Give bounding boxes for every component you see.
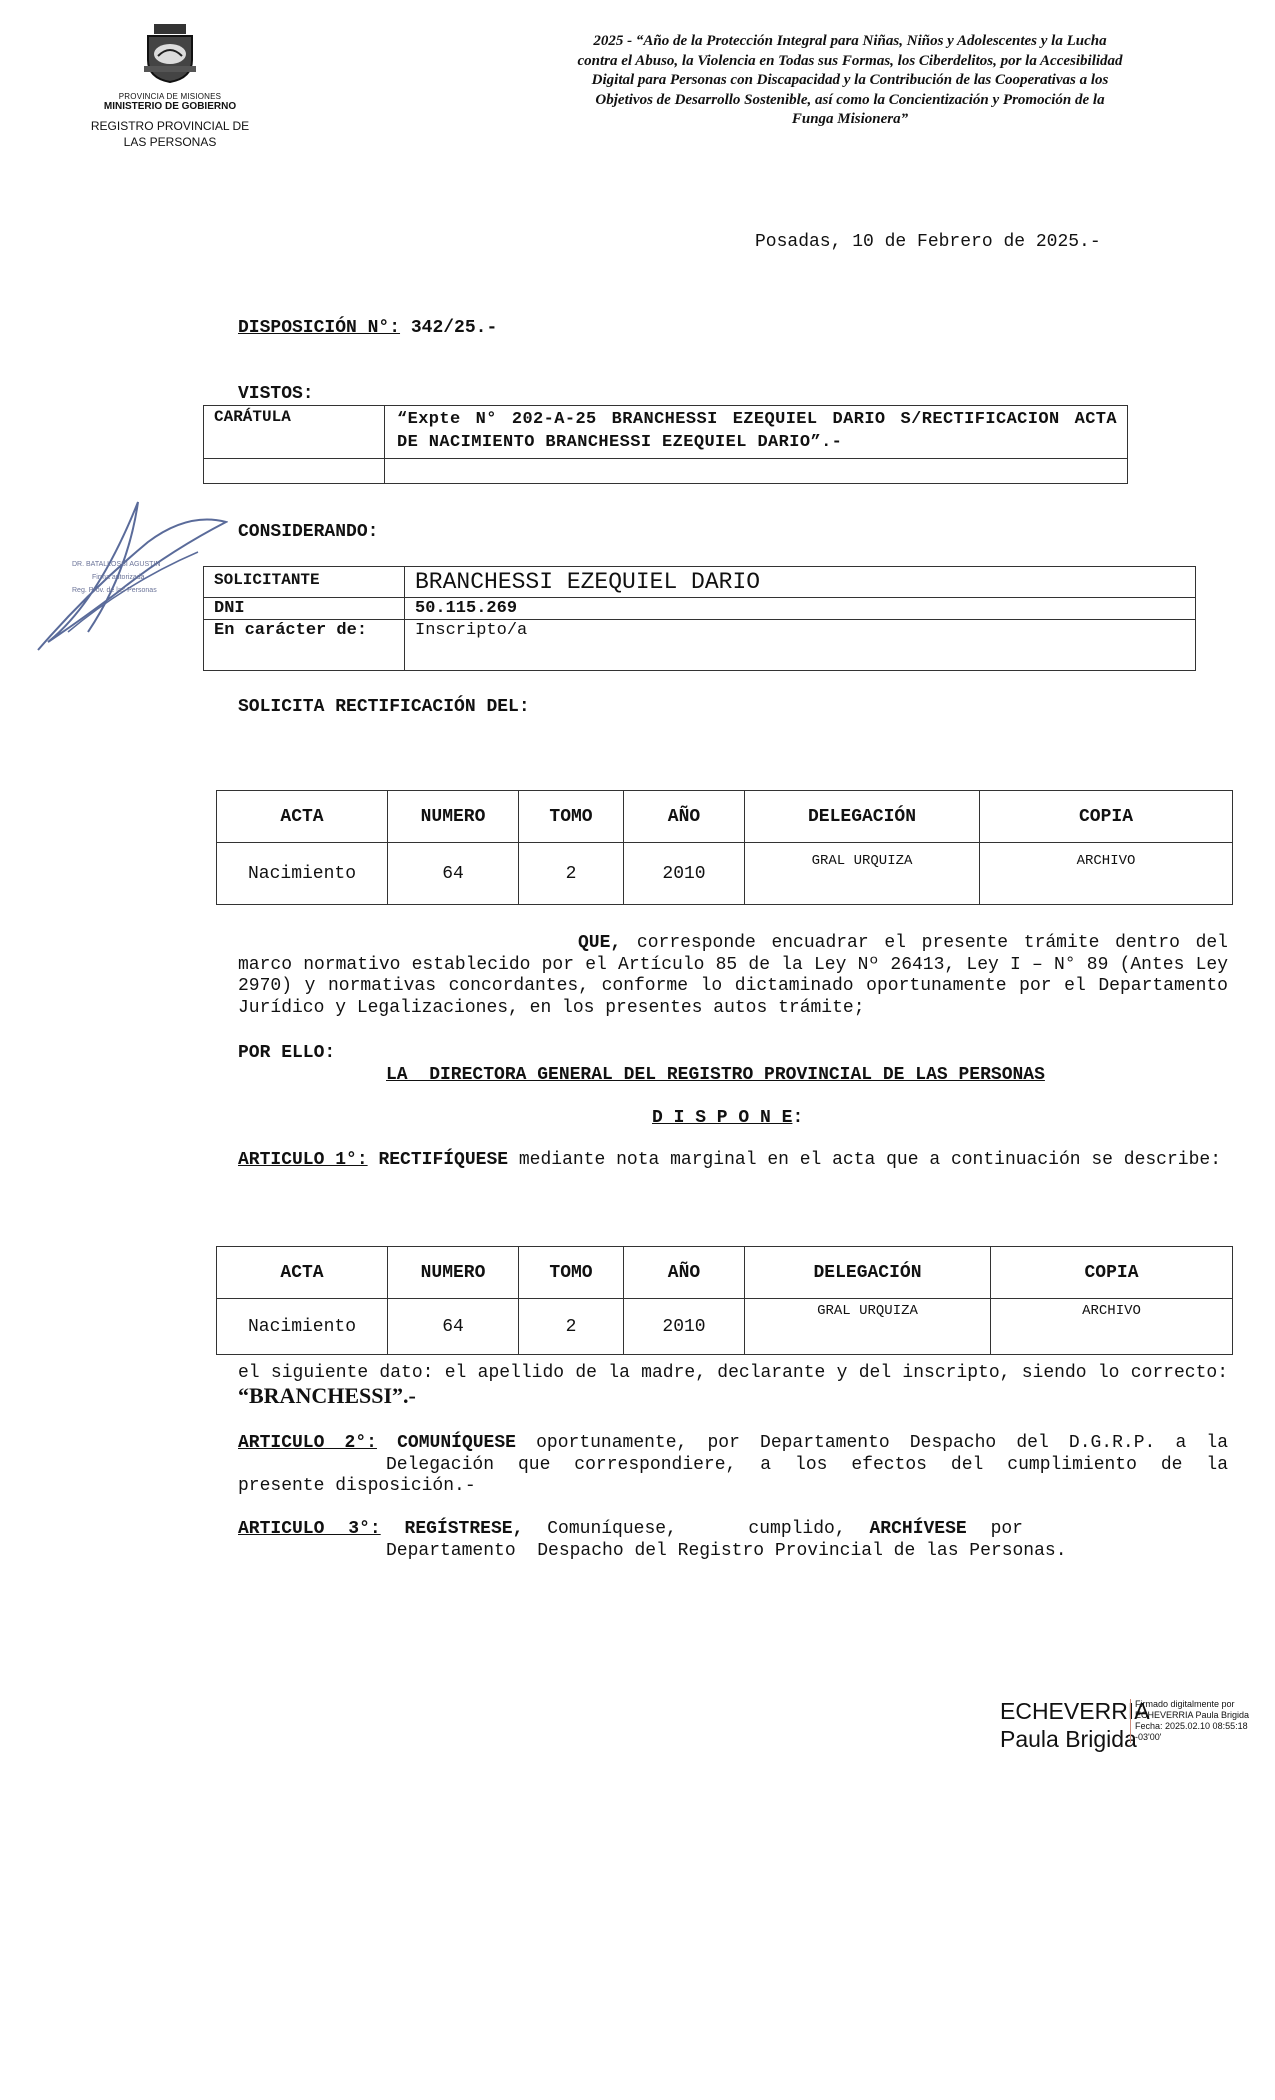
col-acta: ACTA <box>217 791 388 843</box>
articulo-2: ARTICULO 2°: COMUNÍQUESE oportunamente, por Departamento Despacho del D.G.R.P. a la Delegación que correspondiere, a los efectos del cumplimiento de la presente disposición.- <box>238 1433 1228 1496</box>
col-anio: AÑO <box>624 791 745 843</box>
articulo-1: ARTICULO 1°: RECTIFÍQUESE mediante nota marginal en el acta que a continuación se describe: <box>238 1150 1221 1170</box>
logo-ministry-text: MINISTERIO DE GOBIERNO <box>103 101 237 112</box>
table-row: Nacimiento 64 2 2010 GRAL URQUIZA ARCHIVO <box>217 843 1233 905</box>
dato-paragraph: el siguiente dato: el apellido de la madre, declarante y del inscripto, siendo lo correcto: “BRANCHESSI”.- <box>238 1363 1228 1408</box>
disposicion-number: DISPOSICIÓN N°: 342/25.- <box>238 318 498 338</box>
caracter-label: En carácter de: <box>204 620 405 671</box>
solicitante-label: SOLICITANTE <box>204 567 405 598</box>
year-slogan: 2025 - “Año de la Protección Integral para Niñas, Niños y Adolescentes y la Lucha contra el Abuso, la Violencia en Todas sus Formas, los Ciberdelitos, por la Accesibilidad Digital para Personas con Discapacidad y la Contribución de las Cooperativas a los Objetivos de Desarrollo Sostenible, así como la Concientización y Promoción de la Funga Misionera” <box>577 33 1123 127</box>
por-ello-heading: POR ELLO: <box>238 1043 336 1063</box>
dispone-heading: D I S P O N E: <box>652 1108 804 1128</box>
col-numero: NUMERO <box>388 791 519 843</box>
document-date: Posadas, 10 de Febrero de 2025.- <box>755 232 1101 252</box>
digital-signature-meta: Firmado digitalmente por ECHEVERRIA Paula Brigida Fecha: 2025.02.10 08:55:18 -03'00' <box>1130 1699 1249 1743</box>
vistos-heading: VISTOS: <box>238 384 314 404</box>
logo-province-text: PROVINCIA DE MISIONES <box>118 92 222 101</box>
directora-heading: LA DIRECTORA GENERAL DEL REGISTRO PROVINCIAL DE LAS PERSONAS <box>386 1065 1045 1085</box>
registry-name: REGISTRO PROVINCIAL DE LAS PERSONAS <box>90 119 250 149</box>
dni-label: DNI <box>204 598 405 620</box>
handwritten-signature <box>28 482 228 652</box>
caratula-table <box>203 405 1128 484</box>
caratula-text: “Expte N° 202-A-25 BRANCHESSI EZEQUIEL DARIO S/RECTIFICACION ACTA DE NACIMIENTO BRANCHESSI EZEQUIEL DARIO”.- <box>385 406 1128 459</box>
articulo-3: ARTICULO 3°: REGÍSTRESE, Comuníquese, cumplido, ARCHÍVESE por Departamento Despacho del Registro Provincial de las Personas. <box>238 1519 1067 1561</box>
solicitante-table <box>203 566 1196 671</box>
caratula-label: CARÁTULA <box>204 406 385 459</box>
que-paragraph: QUE, corresponde encuadrar el presente trámite dentro del marco normativo establecido por el Artículo 85 de la Ley Nº 26413, Ley I – N° 89 (Antes Ley 2970) y normativas concordantes, conforme lo dictaminado oportunamente por el Departamento Jurídico y Legalizaciones, en los presentes autos trámite; <box>238 933 1228 1018</box>
acta-table-1 <box>216 790 1233 905</box>
digital-signature-name: ECHEVERRIA Paula Brigida <box>1000 1698 1150 1752</box>
col-tomo: TOMO <box>519 791 624 843</box>
caracter-value: Inscripto/a <box>405 620 1196 671</box>
col-delegacion: DELEGACIÓN <box>745 791 980 843</box>
solicitante-value: BRANCHESSI EZEQUIEL DARIO <box>405 567 1196 598</box>
signature-stamp: DR. BATALLOSSI AGUSTIN Firma autorizada Reg. Prov. de las Personas <box>72 561 161 594</box>
col-copia: COPIA <box>980 791 1233 843</box>
solicita-heading: SOLICITA RECTIFICACIÓN DEL: <box>238 697 530 717</box>
acta-table-2: ACTA NUMERO TOMO AÑO DELEGACIÓN COPIA Nacimiento 64 2 2010 GRAL URQUIZA ARCHIVO <box>216 1246 1233 1355</box>
province-crest-icon <box>140 22 200 84</box>
table-row: Nacimiento 64 2 2010 GRAL URQUIZA ARCHIVO <box>217 1299 1233 1355</box>
registry-logo <box>70 22 270 150</box>
dni-value: 50.115.269 <box>405 598 1196 620</box>
considerando-heading: CONSIDERANDO: <box>238 522 379 542</box>
